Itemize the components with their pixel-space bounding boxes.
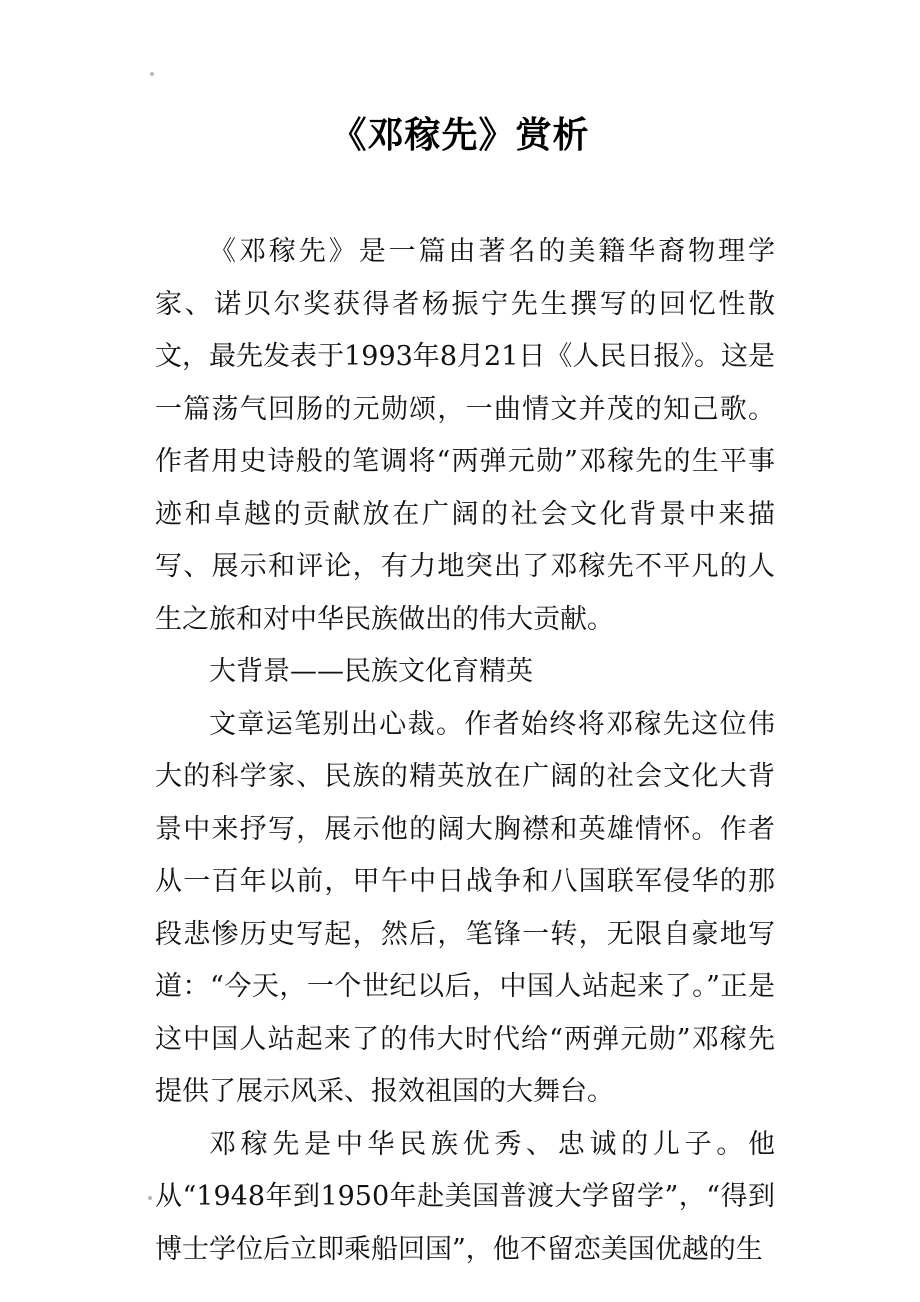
document-title: 《邓稼先》赏析: [330, 115, 590, 156]
document-body: [155, 226, 775, 1276]
scan-dot: [148, 1196, 152, 1200]
scan-dot: [150, 72, 154, 76]
paragraph-intro: 《邓稼先》是一篇由著名的美籍华裔物理学家、诺贝尔奖获得者杨振宁先生撰写的回忆性散文，最先发表于1993年8月21日《人民日报》。这是一篇荡气回肠的元勋颂，一曲情文并茂的知己歌。作者用史诗般的笔调将“两弹元勋”邓稼先的生平事迹和卓越的贡献放在广阔的社会文化背景中来描写、展示和评论，有力地突出了邓稼先不平凡的人生之旅和对中华民族做出的伟大贡献。: [155, 236, 775, 635]
paragraph-loyalty: 邓稼先是中华民族优秀、忠诚的儿子。他从“1948年到1950年赴美国普渡大学留学”，“得到博士学位后立即乘船回国”，他不留恋美国优越的生: [155, 1128, 775, 1265]
section-heading: 大背景——民族文化育精英: [209, 656, 533, 687]
paragraph-background: 文章运笔别出心裁。作者始终将邓稼先这位伟大的科学家、民族的精英放在广阔的社会文化大背景中来抒写，展示他的阔大胸襟和英雄情怀。作者从一百年以前，甲午中日战争和八国联军侵华的那段悲惨历史写起，然后，笔锋一转，无限自豪地写道：“今天，一个世纪以后，中国人站起来了。”正是这中国人站起来了的伟大时代给“两弹元勋”邓稼先提供了展示风采、报效祖国的大舞台。: [155, 708, 775, 1107]
